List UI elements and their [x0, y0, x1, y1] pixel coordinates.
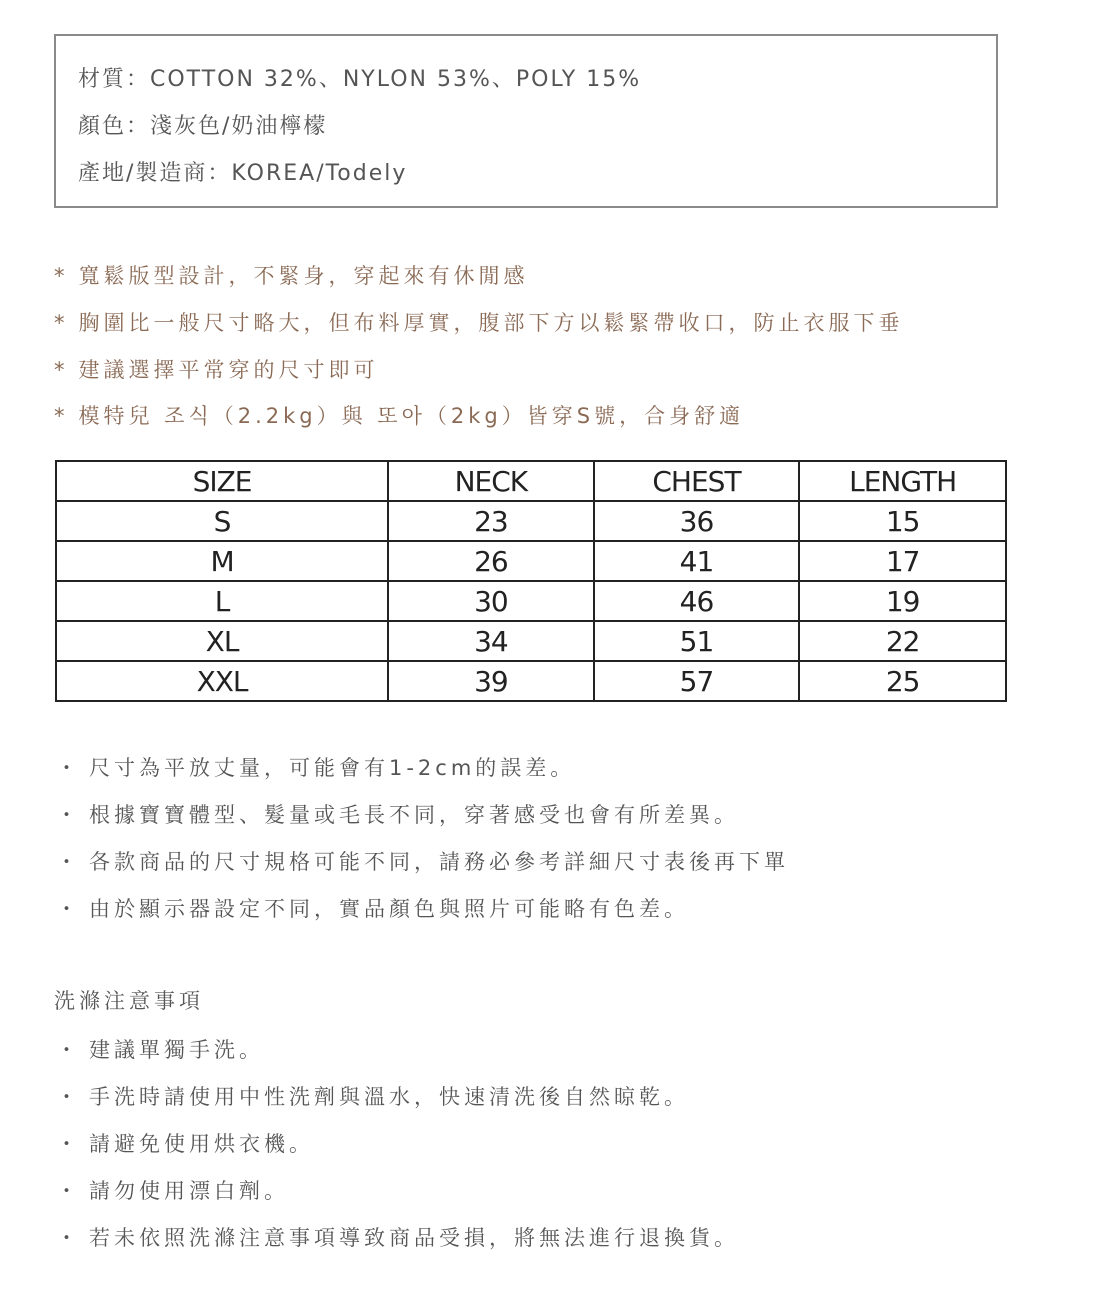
table-cell: 51 — [594, 621, 800, 661]
care-item: ・ 請勿使用漂白劑。 — [56, 1179, 289, 1203]
table-cell: 17 — [799, 541, 1006, 581]
table-row — [56, 541, 1006, 581]
care-item: ・ 若未依照洗滌注意事項導致商品受損，將無法進行退換貨。 — [56, 1226, 739, 1250]
fit-note: * 寬鬆版型設計，不緊身，穿起來有休閒感 — [54, 264, 529, 288]
asterisk-icon: * — [54, 404, 69, 428]
fit-note: * 胸圍比一般尺寸略大，但布料厚實，腹部下方以鬆緊帶收口，防止衣服下垂 — [54, 311, 904, 335]
table-row — [56, 501, 1006, 541]
fit-note: * 模特兒 조식（2.2kg）與 또아（2kg）皆穿S號，合身舒適 — [54, 404, 745, 428]
material-text: 材質：COTTON 32%、NYLON 53%、POLY 15% — [78, 67, 642, 92]
bullet-dot-icon: ・ — [56, 756, 81, 780]
table-row — [56, 661, 1006, 701]
table-cell: XXL — [56, 661, 388, 701]
table-cell: 15 — [799, 501, 1006, 541]
origin-text: 產地/製造商：KOREA/Todely — [78, 161, 408, 186]
table-cell: 19 — [799, 581, 1006, 621]
table-cell: M — [56, 541, 388, 581]
table-cell: 36 — [594, 501, 800, 541]
table-cell: L — [56, 581, 388, 621]
asterisk-icon: * — [54, 264, 69, 288]
care-instructions-title: 洗滌注意事項 — [54, 989, 204, 1013]
table-row — [56, 581, 1006, 621]
header-chest: CHEST — [594, 461, 800, 501]
table-cell: XL — [56, 621, 388, 661]
disclaimer-item: ・ 各款商品的尺寸規格可能不同，請務必參考詳細尺寸表後再下單 — [56, 850, 789, 874]
care-item: ・ 建議單獨手洗。 — [56, 1038, 264, 1062]
table-cell: S — [56, 501, 388, 541]
disclaimer-item: ・ 根據寶寶體型、髮量或毛長不同，穿著感受也會有所差異。 — [56, 803, 739, 827]
fit-note: * 建議選擇平常穿的尺寸即可 — [54, 358, 379, 382]
care-item: ・ 請避免使用烘衣機。 — [56, 1132, 314, 1156]
bullet-dot-icon: ・ — [56, 1226, 81, 1250]
table-cell: 30 — [388, 581, 594, 621]
size-chart-table — [55, 460, 1007, 702]
bullet-dot-icon: ・ — [56, 897, 81, 921]
table-cell: 22 — [799, 621, 1006, 661]
care-item: ・ 手洗時請使用中性洗劑與溫水，快速清洗後自然晾乾。 — [56, 1085, 689, 1109]
bullet-dot-icon: ・ — [56, 1179, 81, 1203]
header-length: LENGTH — [799, 461, 1006, 501]
table-cell: 39 — [388, 661, 594, 701]
disclaimer-item: ・ 由於顯示器設定不同，實品顏色與照片可能略有色差。 — [56, 897, 689, 921]
table-cell: 41 — [594, 541, 800, 581]
bullet-dot-icon: ・ — [56, 803, 81, 827]
table-cell: 57 — [594, 661, 800, 701]
header-neck: NECK — [388, 461, 594, 501]
disclaimer-item: ・ 尺寸為平放丈量，可能會有1-2cm的誤差。 — [56, 756, 576, 780]
table-cell: 23 — [388, 501, 594, 541]
table-cell: 26 — [388, 541, 594, 581]
table-cell: 46 — [594, 581, 800, 621]
color-text: 顏色：淺灰色/奶油檸檬 — [78, 114, 328, 139]
header-size: SIZE — [56, 461, 388, 501]
bullet-dot-icon: ・ — [56, 1085, 81, 1109]
table-header-row — [56, 461, 1006, 501]
asterisk-icon: * — [54, 358, 69, 382]
bullet-dot-icon: ・ — [56, 1038, 81, 1062]
table-cell: 34 — [388, 621, 594, 661]
bullet-dot-icon: ・ — [56, 850, 81, 874]
bullet-dot-icon: ・ — [56, 1132, 81, 1156]
asterisk-icon: * — [54, 311, 69, 335]
table-row — [56, 621, 1006, 661]
table-cell: 25 — [799, 661, 1006, 701]
product-info-box — [54, 34, 998, 208]
